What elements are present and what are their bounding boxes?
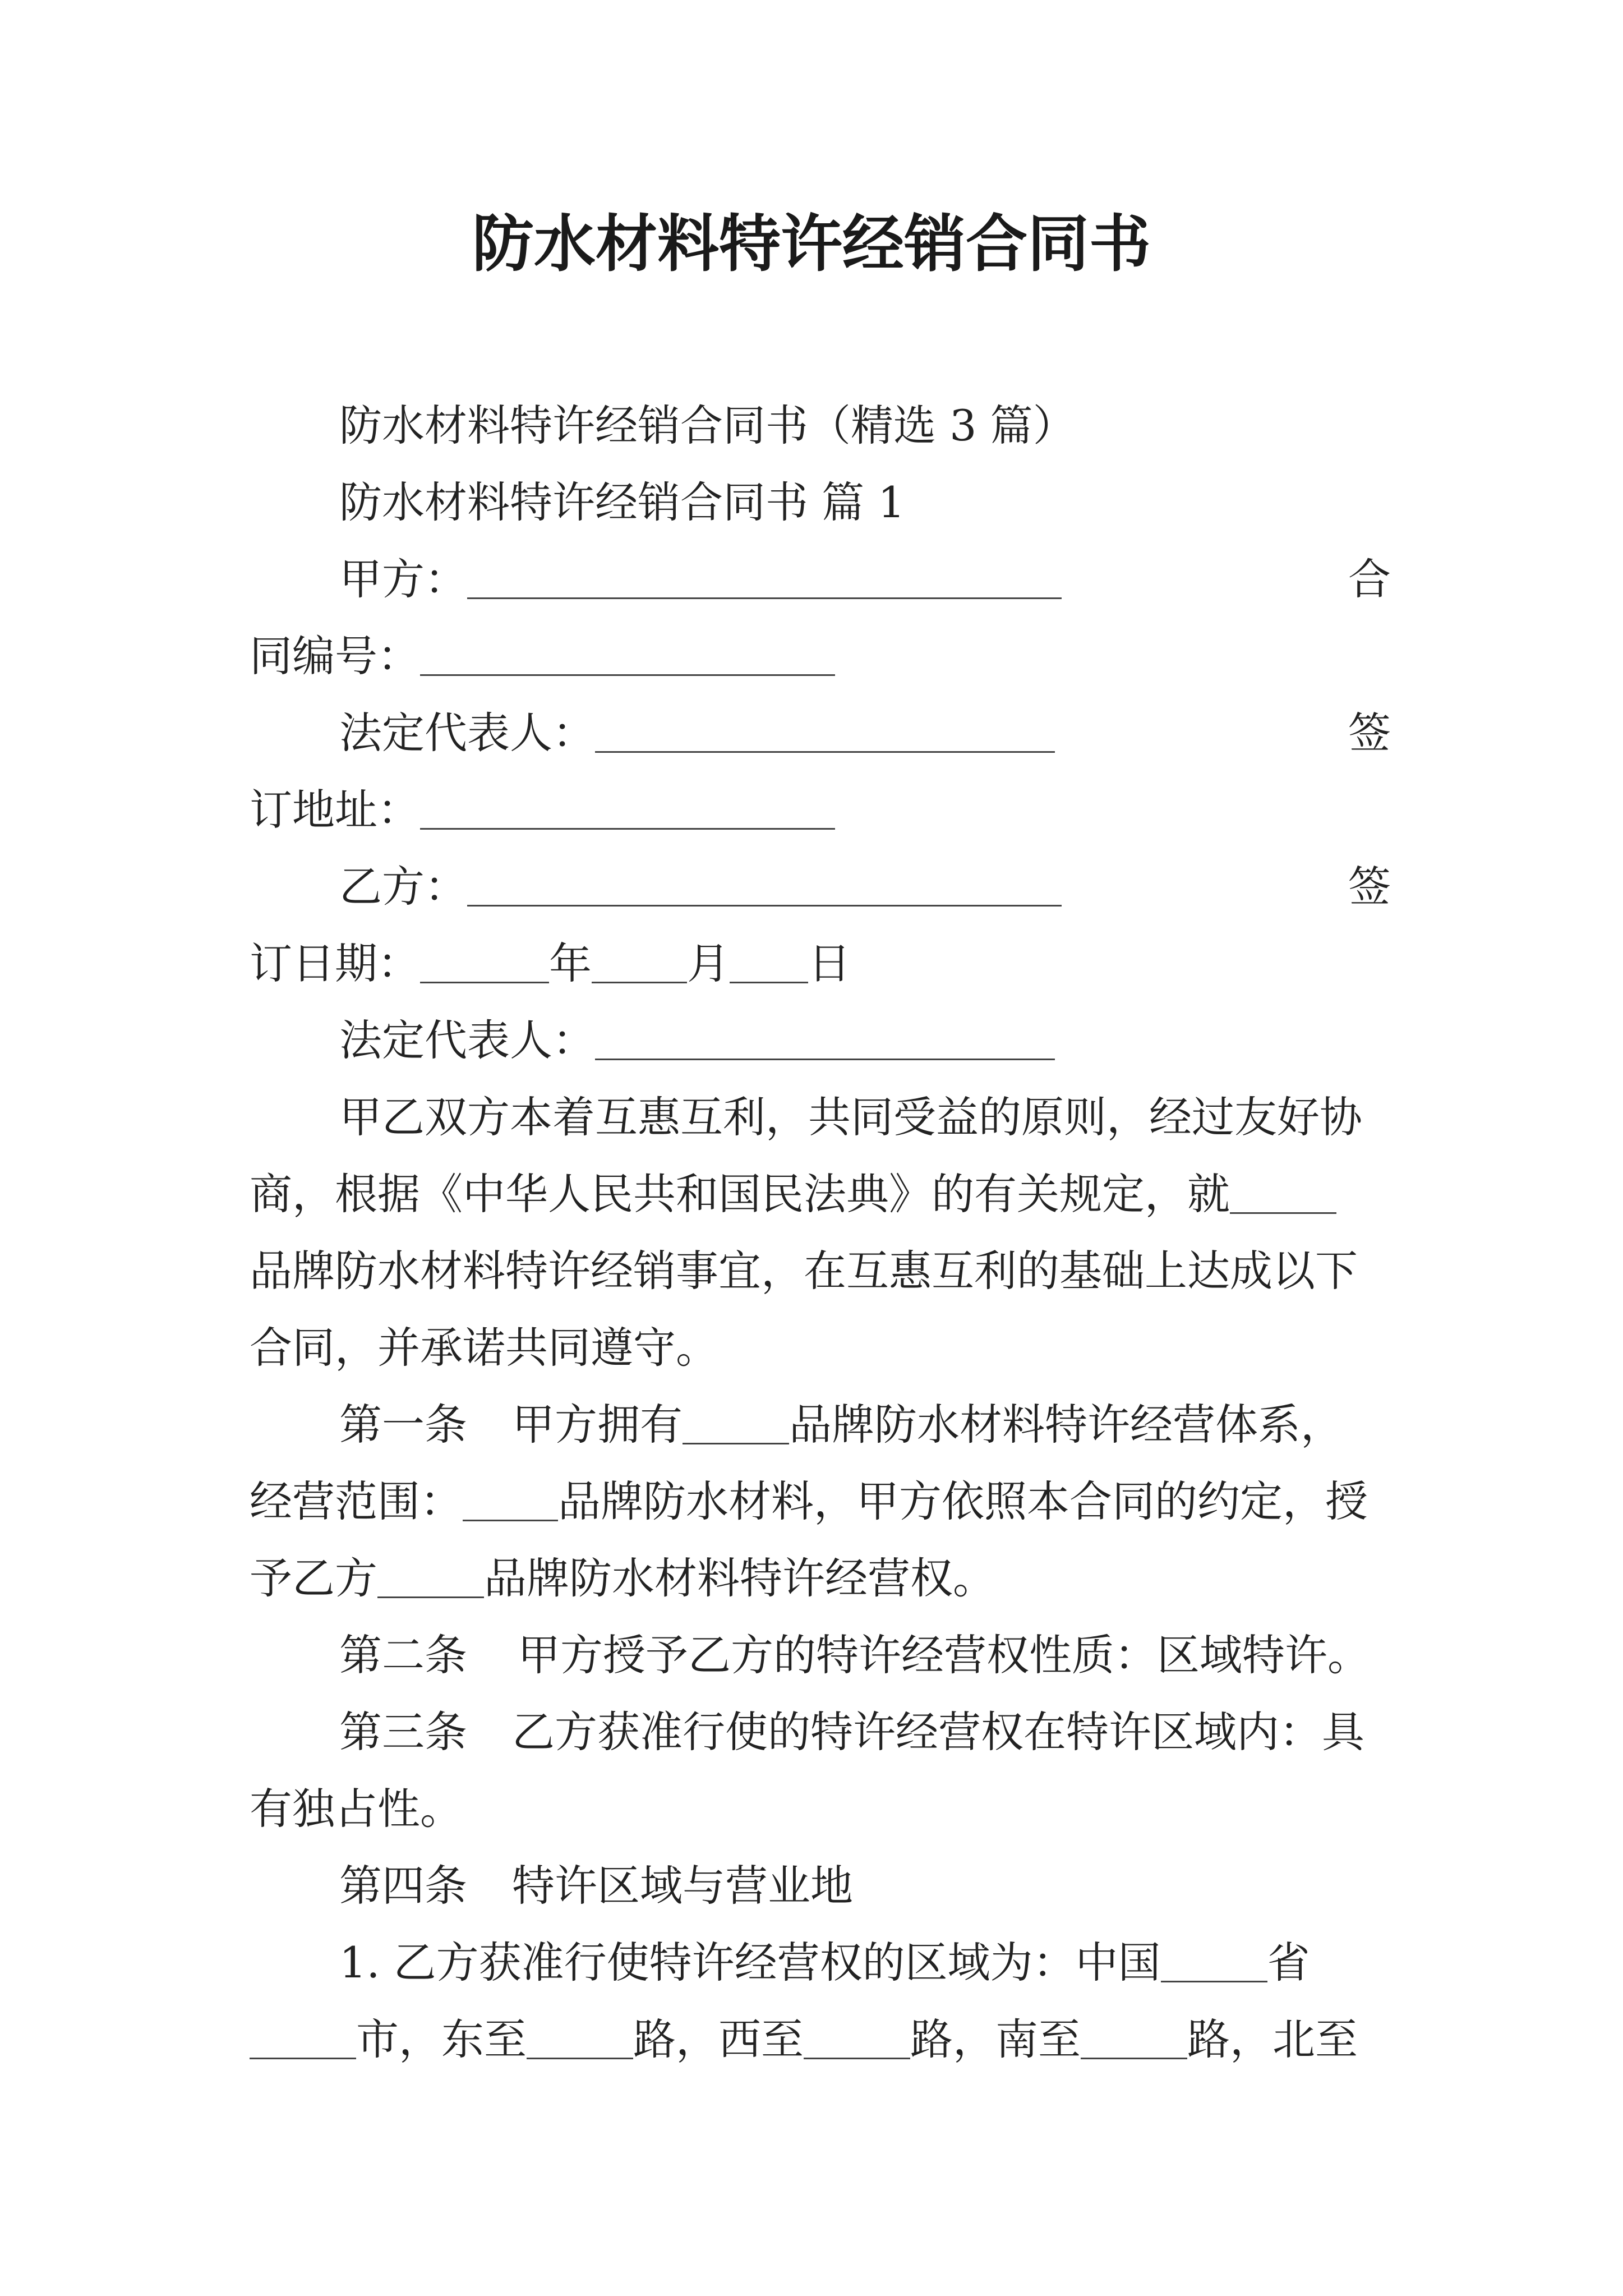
contract-number-line	[250, 618, 1391, 694]
item-1-text: 1. 乙方获准行使特许经营权的区域为：中国	[339, 1938, 1161, 1987]
article-3-label: 第三条	[339, 1707, 467, 1757]
article-1-text: 品牌防水材料，甲方依照本合同的约定，授	[558, 1476, 1368, 1526]
west-road-blank	[804, 2019, 910, 2059]
subtitle-line: 防水材料特许经销合同书（精选 3 篇）	[339, 401, 1076, 450]
day-blank	[730, 944, 808, 983]
month-label: 月	[687, 938, 730, 988]
party-a-representative-blank	[595, 713, 1055, 753]
province-blank	[1161, 1943, 1267, 1982]
item-1-text: 省	[1267, 1938, 1310, 1987]
party-b-label: 乙方：	[339, 862, 467, 912]
brand-blank	[683, 1405, 789, 1444]
article-1-text: 品牌防水材料特许经营权。	[484, 1553, 995, 1603]
south-road-blank	[1081, 2019, 1187, 2059]
sign-address-label: 订地址：	[250, 785, 420, 835]
article-1-line	[250, 1463, 1391, 1540]
article-1-line	[250, 1386, 1391, 1463]
item-1-text: 市，东至	[356, 2014, 527, 2064]
contract-number-label: 同编号：	[250, 631, 420, 681]
sign-date-line	[250, 925, 1391, 1002]
article-2-line	[250, 1617, 1391, 1694]
party-a-label: 甲方：	[339, 554, 467, 604]
party-b-line	[250, 848, 1391, 925]
article-3-line	[250, 1694, 1391, 1770]
party-a-representative-label: 法定代表人：	[339, 708, 595, 758]
article-4-line	[250, 1847, 1391, 1924]
brand-blank	[1230, 1174, 1336, 1214]
party-b-representative-line	[250, 1002, 1391, 1079]
sign-date-label: 订日期：	[250, 938, 420, 988]
article-3-text: 乙方获准行使的特许经营权在特许区域内：具	[512, 1707, 1364, 1757]
month-blank	[592, 944, 687, 983]
contract-number-label-start: 合	[1348, 554, 1391, 604]
party-b-representative-label: 法定代表人：	[339, 1015, 595, 1065]
east-road-blank	[527, 2019, 633, 2059]
article-4-text: 特许区域与营业地	[512, 1861, 853, 1911]
sign-address-label-start: 签	[1348, 708, 1391, 758]
preamble-line: 甲乙双方本着互惠互利，共同受益的原则，经过友好协	[339, 1092, 1362, 1142]
year-blank	[420, 944, 549, 983]
item-1-text: 路，西至	[633, 2014, 804, 2064]
year-label: 年	[549, 938, 592, 988]
day-label: 日	[808, 938, 851, 988]
article-1-text: 品牌防水材料特许经营体系，	[789, 1400, 1343, 1450]
article-1-text: 予乙方	[250, 1553, 377, 1603]
party-a-representative-line	[250, 694, 1391, 771]
preamble-line: 合同，并承诺共同遵守。	[250, 1323, 718, 1373]
document-title: 防水材料特许经销合同书	[472, 208, 1151, 280]
article-1-line	[250, 1540, 1391, 1617]
party-a-line	[250, 541, 1391, 618]
article-3-line: 有独占性。	[250, 1784, 463, 1834]
sign-address-blank	[420, 790, 835, 830]
article-2-label: 第二条	[339, 1630, 467, 1680]
contract-number-blank	[420, 636, 835, 676]
party-b-representative-blank	[595, 1020, 1055, 1060]
document-body	[250, 387, 1391, 2078]
brand-blank	[377, 1558, 484, 1598]
item-1-line	[250, 2001, 1391, 2078]
article-1-text: 甲方拥有	[512, 1400, 683, 1450]
item-1-line	[250, 1924, 1391, 2001]
section-heading: 防水材料特许经销合同书 篇 1	[339, 477, 905, 527]
preamble-text: 商，根据《中华人民共和国民法典》的有关规定，就	[250, 1169, 1230, 1219]
item-1-text: 路，南至	[910, 2014, 1081, 2064]
article-2-text: 甲方授予乙方的特许经营权性质：区域特许。	[518, 1630, 1370, 1680]
party-a-blank	[467, 559, 1062, 599]
city-blank	[250, 2019, 356, 2059]
party-b-blank	[467, 867, 1062, 907]
sign-address-line	[250, 771, 1391, 848]
article-1-label: 第一条	[339, 1400, 467, 1450]
brand-blank	[463, 1481, 558, 1521]
preamble-line	[250, 1156, 1391, 1232]
article-1-text: 经营范围：	[250, 1476, 463, 1526]
item-1-text: 路，北至	[1187, 2014, 1358, 2064]
preamble-line: 品牌防水材料特许经销事宜，在互惠互利的基础上达成以下	[250, 1246, 1358, 1296]
article-4-label: 第四条	[339, 1861, 467, 1911]
sign-date-label-start: 签	[1348, 862, 1391, 912]
